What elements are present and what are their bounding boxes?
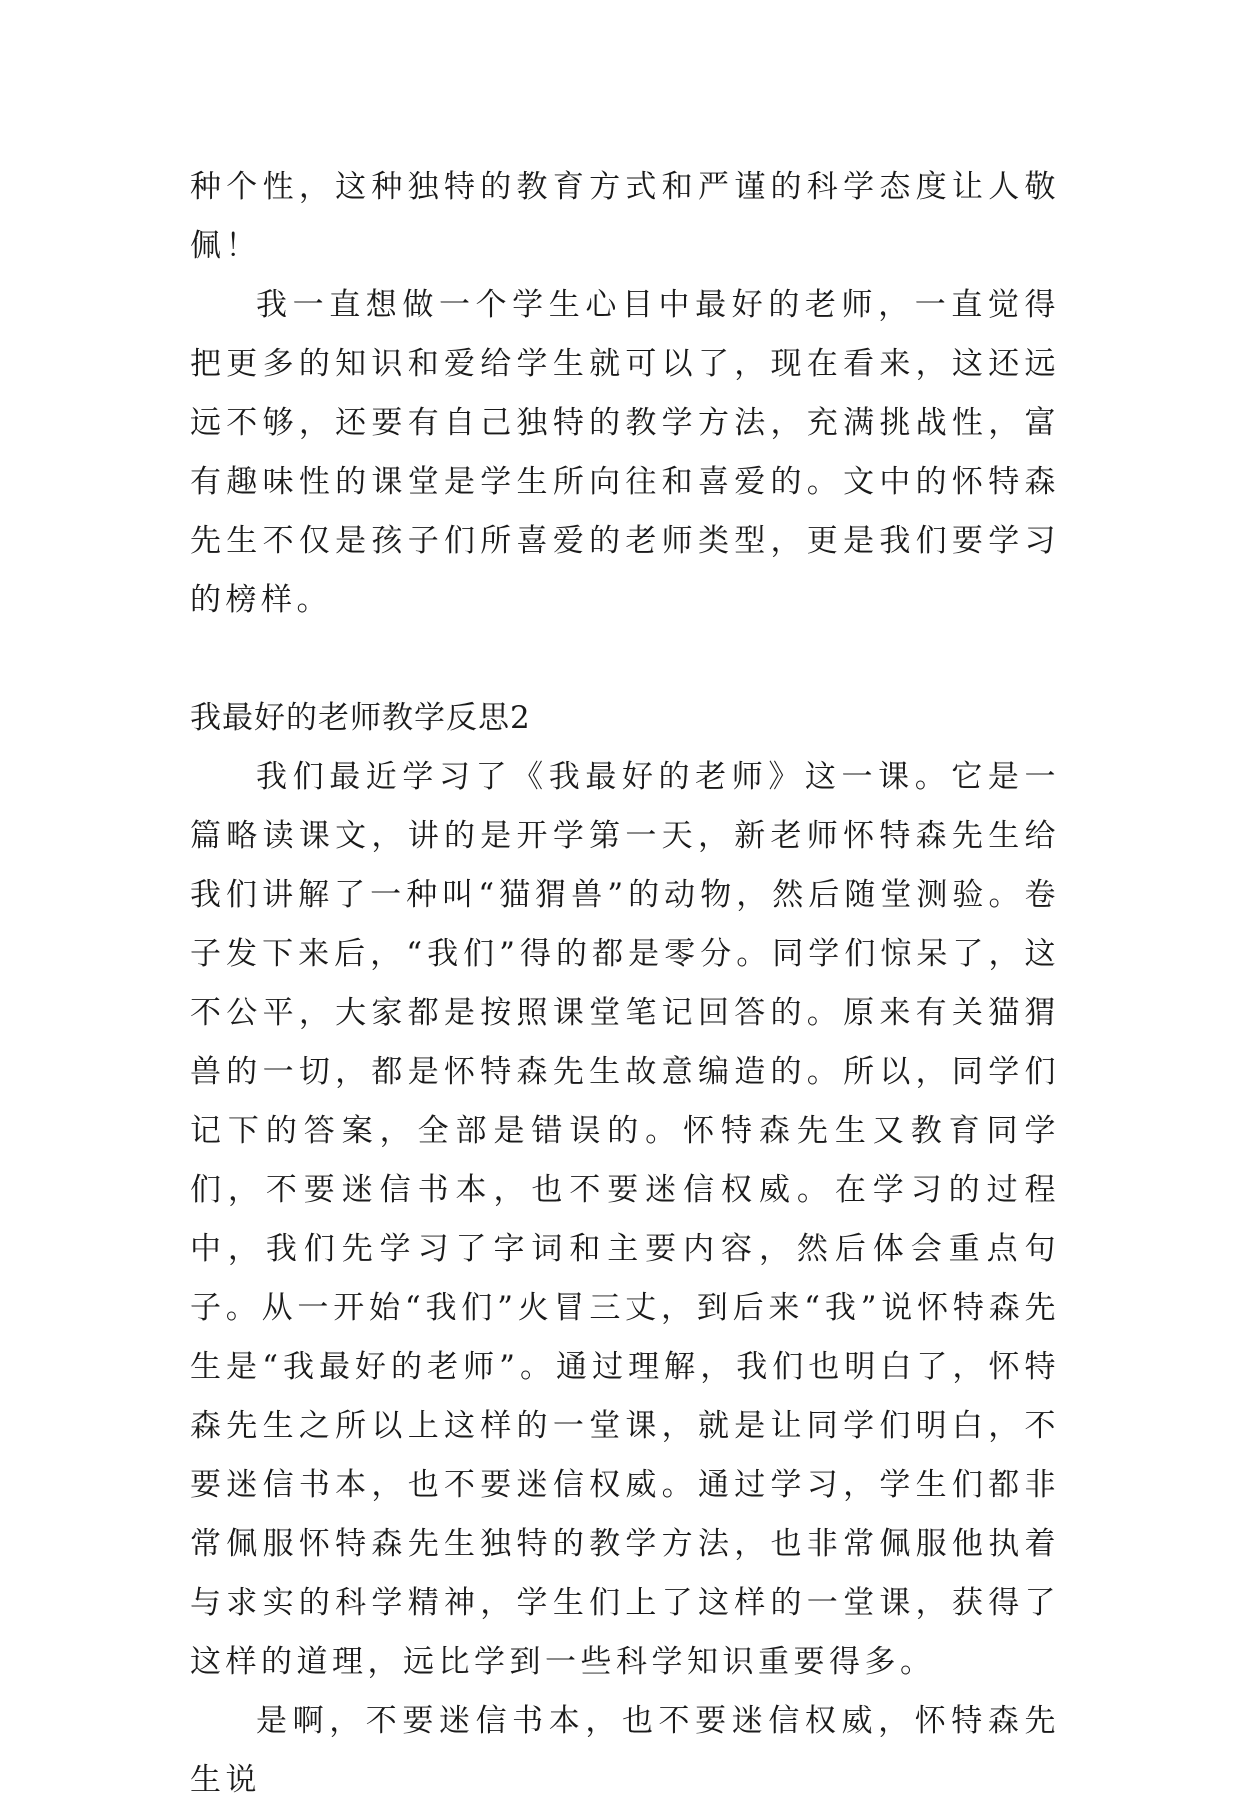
paragraph-reflection-2: 我们最近学习了《我最好的老师》这一课。它是一篇略读课文，讲的是开学第一天，新老师怀特森先生给我们讲解了一种叫“猫猬兽”的动物，然后随堂测验。卷子发下来后，“我们”得的都是零分。同学们惊呆了，这不公平，大家都是按照课堂笔记回答的。原来有关猫猬兽的一切，都是怀特森先生故意编造的。所以，同学们记下的答案，全部是错误的。怀特森先生又教育同学们，不要迷信书本，也不要迷信权威。在学习的过程中，我们先学习了字词和主要内容，然后体会重点句子。从一开始“我们”火冒三丈，到后来“我”说怀特森先生是“我最好的老师”。通过理解，我们也明白了，怀特森先生之所以上这样的一堂课，就是让同学们明白，不要迷信书本，也不要迷信权威。通过学习，学生们都非常佩服怀特森先生独特的教学方法，也非常佩服他执着与求实的科学精神，学生们上了这样的一堂课，获得了这样的道理，远比学到一些科学知识重要得多。: [190, 759, 1060, 1680]
document-body: [190, 158, 1060, 1810]
paragraph-reflection-3: 是啊，不要迷信书本，也不要迷信权威，怀特森先生说: [190, 1703, 1060, 1798]
section-spacer: [190, 630, 1060, 689]
paragraph-reflection-1: 我一直想做一个学生心目中最好的老师，一直觉得把更多的知识和爱给学生就可以了，现在看来，这还远远不够，还要有自己独特的教学方法，充满挑战性，富有趣味性的课堂是学生所向往和喜爱的。文中的怀特森先生不仅是孩子们所喜爱的老师类型，更是我们要学习的榜样。: [190, 287, 1060, 618]
paragraph-continuation: 种个性，这种独特的教育方式和严谨的科学态度让人敬佩！: [190, 169, 1060, 264]
section-title: 我最好的老师教学反思2: [190, 700, 531, 736]
